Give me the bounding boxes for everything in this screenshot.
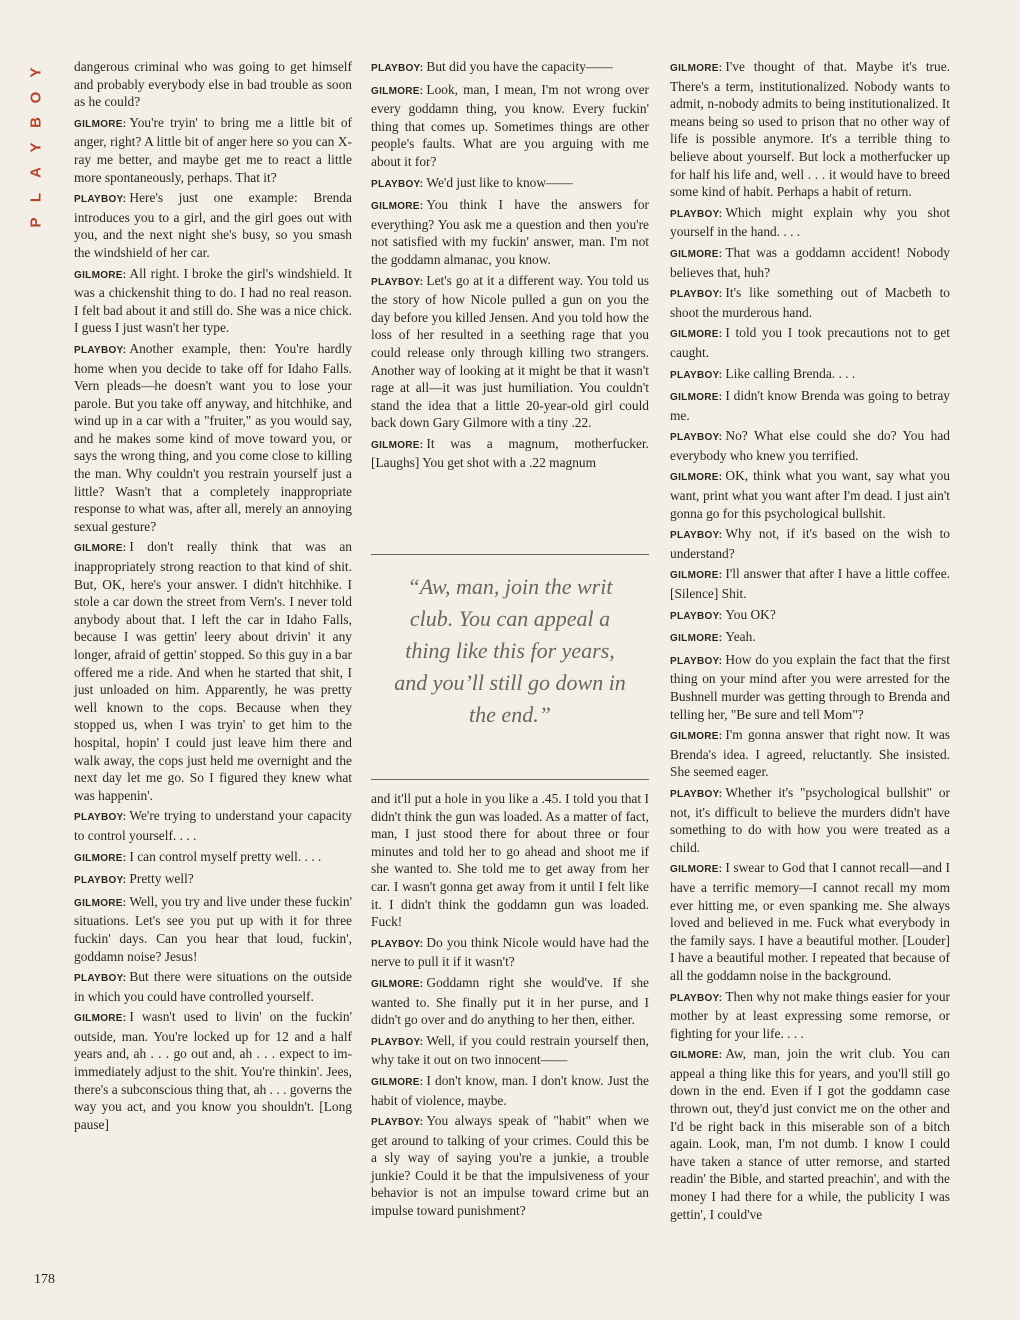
masthead-letter: Y bbox=[27, 67, 45, 78]
speaker-label: GILMORE: bbox=[371, 201, 424, 213]
interview-paragraph bbox=[74, 340, 352, 536]
paragraph-text: Well, if you could restrain yourself then, why take it out on two innocent—— bbox=[371, 1032, 649, 1068]
speaker-label: GILMORE: bbox=[74, 852, 127, 864]
interview-paragraph bbox=[670, 651, 950, 723]
interview-paragraph bbox=[670, 628, 950, 648]
interview-paragraph bbox=[371, 196, 649, 268]
interview-paragraph bbox=[670, 324, 950, 361]
speaker-label: GILMORE: bbox=[74, 269, 127, 281]
speaker-label: PLAYBOY: bbox=[371, 276, 424, 288]
paragraph-text: I told you I took precautions not to get caught. bbox=[670, 325, 950, 360]
speaker-label: GILMORE: bbox=[74, 897, 127, 909]
interview-paragraph bbox=[670, 988, 950, 1043]
paragraph-text: No? What else could she do? You had everybody who knew you terrified. bbox=[670, 428, 950, 463]
speaker-label: GILMORE: bbox=[74, 543, 127, 555]
speaker-label: GILMORE: bbox=[371, 978, 424, 990]
interview-paragraph bbox=[74, 870, 352, 890]
paragraph-text: and it'll put a hole in you like a .45. I told you that I didn't think the gun was loaded. As a matter of fact, man, I just stood there for about three or four minutes and told her to go ahead and shoot me if she wanted to. She told me to get away from her car. I wasn't gonna get away from it until I felt like it. I didn't think the goddamn gun was loaded. Fuck! bbox=[371, 791, 649, 930]
column-1 bbox=[74, 58, 352, 1136]
interview-paragraph bbox=[74, 848, 352, 868]
column-2-bottom bbox=[371, 790, 649, 1223]
paragraph-text: All right. I broke the girl's windshield. It was a chickenshit thing to do. I had no real reason. I felt bad about it and still do. She was a nice chick. I guess I just wasn't her type. bbox=[74, 265, 352, 336]
speaker-label: GILMORE: bbox=[670, 248, 723, 260]
interview-paragraph bbox=[670, 1045, 950, 1223]
masthead-letter: L bbox=[27, 192, 45, 203]
paragraph-text: I'll answer that after I have a little coffee. [Silence] Shit. bbox=[670, 566, 950, 602]
interview-paragraph bbox=[670, 467, 950, 522]
speaker-label: GILMORE: bbox=[74, 118, 127, 130]
masthead-letter: A bbox=[27, 167, 45, 178]
interview-paragraph bbox=[670, 427, 950, 464]
speaker-label: GILMORE: bbox=[670, 731, 723, 743]
speaker-label: PLAYBOY: bbox=[371, 1117, 424, 1129]
paragraph-text: That was a goddamn accident! Nobody believes that, huh? bbox=[670, 244, 950, 280]
paragraph-text: It was a magnum, motherfucker. [Laughs] You get shot with a .22 magnum bbox=[371, 435, 649, 471]
interview-paragraph bbox=[670, 244, 950, 281]
speaker-label: PLAYBOY: bbox=[74, 875, 127, 887]
paragraph-text: I've thought of that. Maybe it's true. There's a term, institutionalized. Nobody wants to admit, n-nobody admits to being institutionalized. It means being so used to prison that no other way of life is possible anymore. It's a terrible thing to believe about yourself. But lock a motherfucker up for half his life and, well . . . it would have to breed some kind of habit. Perhaps a habit of return. bbox=[670, 59, 950, 200]
paragraph-text: Then why not make things easier for your mother by at least expressing some remorse, or fighting for your life. . . . bbox=[670, 988, 950, 1041]
interview-paragraph bbox=[371, 974, 649, 1029]
paragraph-text: Why not, if it's based on the wish to understand? bbox=[670, 526, 950, 561]
interview-paragraph bbox=[670, 726, 950, 781]
interview-paragraph bbox=[74, 893, 352, 965]
paragraph-text: We're trying to understand your capacity to control yourself. . . . bbox=[74, 808, 352, 843]
paragraph-text: Aw, man, join the writ club. You can appeal a thing like this for years, and you'll still go down in the end. Even if I got the goddamn case thrown out, they'd just convict me on the other and I'd be right back in this miserable son of a bitch again. Look, man, I'm not dumb. I know I could have taken a stance of utter remorse, and started readin' the Bible, and started preachin', and with the money I had there for a while, the publicity I was gettin', I could've bbox=[670, 1046, 950, 1222]
paragraph-text: We'd just like to know—— bbox=[426, 174, 573, 190]
speaker-label: GILMORE: bbox=[371, 85, 424, 97]
speaker-label: PLAYBOY: bbox=[670, 289, 723, 301]
interview-paragraph bbox=[670, 387, 950, 424]
speaker-label: PLAYBOY: bbox=[74, 194, 127, 206]
speaker-label: GILMORE: bbox=[670, 472, 723, 484]
paragraph-text: You OK? bbox=[725, 606, 776, 622]
paragraph-text: Like calling Brenda. . . . bbox=[725, 365, 856, 381]
interview-paragraph bbox=[670, 565, 950, 602]
interview-paragraph bbox=[74, 58, 352, 111]
paragraph-text: Do you think Nicole would have had the nerve to pull it if it wasn't? bbox=[371, 934, 649, 970]
paragraph-text: But there were situations on the outside in which you could have controlled yourself. bbox=[74, 969, 352, 1004]
paragraph-text: Whether it's "psychological bullshit" or not, it's difficult to believe the murders didn't have something to do with how you were treated as a child. bbox=[670, 784, 950, 855]
paragraph-text: dangerous criminal who was going to get himself and probably everybody else in bad trouble as soon as he could? bbox=[74, 59, 352, 110]
interview-paragraph bbox=[371, 1112, 649, 1220]
speaker-label: PLAYBOY: bbox=[670, 530, 723, 542]
interview-paragraph bbox=[74, 968, 352, 1005]
page-number: 178 bbox=[34, 1272, 55, 1287]
masthead-letter: O bbox=[27, 91, 45, 104]
paragraph-text: You always speak of "habit" when we get around to talking of your crimes. Could this be a sly way of saying you're a junkie, a trouble junkie? Could it be that the impulsiveness of your behavior is not an impulse toward crime but an impulse toward punishment? bbox=[371, 1113, 649, 1219]
speaker-label: GILMORE: bbox=[670, 392, 723, 404]
paragraph-text: Well, you try and live under these fuckin' situations. Let's see you put up with it for three fuckin' days. Can you hear that loud, fuckin', goddamn noise? Jesus! bbox=[74, 893, 352, 964]
speaker-label: PLAYBOY: bbox=[670, 655, 723, 667]
interview-paragraph bbox=[670, 365, 950, 385]
speaker-label: PLAYBOY: bbox=[371, 1036, 424, 1048]
speaker-label: PLAYBOY: bbox=[371, 178, 424, 190]
paragraph-text: Look, man, I mean, I'm not wrong over every goddamn thing, you know. Every fuckin' thing that comes up. Sometimes things are other people's faults. What are you arguing with me about it for? bbox=[371, 81, 649, 169]
speaker-label: PLAYBOY: bbox=[74, 812, 127, 824]
paragraph-text: OK, think what you want, say what you want, print what you want after I'm dead. I just ain't gonna go for this psychological bullshit. bbox=[670, 468, 950, 521]
speaker-label: PLAYBOY: bbox=[670, 432, 723, 444]
paragraph-text: I didn't know Brenda was going to betray me. bbox=[670, 388, 950, 423]
interview-paragraph bbox=[74, 807, 352, 844]
speaker-label: GILMORE: bbox=[670, 633, 723, 645]
paragraph-text: Pretty well? bbox=[129, 871, 194, 887]
paragraph-text: But did you have the capacity—— bbox=[426, 59, 613, 74]
interview-paragraph bbox=[74, 114, 352, 186]
speaker-label: GILMORE: bbox=[670, 329, 723, 341]
paragraph-text: I can control myself pretty well. . . . bbox=[129, 848, 322, 864]
interview-paragraph bbox=[371, 1032, 649, 1069]
paragraph-text: Yeah. bbox=[725, 629, 756, 645]
masthead-letter: P bbox=[27, 217, 45, 228]
pull-quote: “Aw, man, join the writ club. You can appeal a thing like this for years, and you’ll still go down in the end.” bbox=[394, 574, 626, 727]
paragraph-text: How do you explain the fact that the first thing on your mind after you were arrested for the Bushnell murder was getting through to Brenda and telling her, "Be sure and tell Mom"? bbox=[670, 651, 950, 722]
speaker-label: PLAYBOY: bbox=[670, 208, 723, 220]
interview-paragraph bbox=[670, 784, 950, 856]
paragraph-text: I don't really think that was an inappropriately strong reaction to that kind of shit. But, OK, here's your answer. I didn't hitchhike. I stole a car down the street from Vern's. I never told anybody about that. I left the car in Idaho Falls, because I was gettin' leery about drivin' it any longer, afraid of gettin' stopped. So this guy in a bar offered me a ride. And when he started that shit, I just unloaded on him. Apparently, he was pretty well known to the cops. Because when they stopped us, when I was tryin' to get him to the hospital, hopin' I could just leave him there and walk away, the cops just held me overnight and the next day let me go. So I figured they knew what was happenin'. bbox=[74, 539, 352, 803]
speaker-label: PLAYBOY: bbox=[74, 344, 127, 356]
interview-paragraph bbox=[670, 204, 950, 241]
speaker-label: GILMORE: bbox=[371, 439, 424, 451]
masthead-vertical bbox=[24, 60, 48, 235]
speaker-label: GILMORE: bbox=[670, 570, 723, 582]
column-3 bbox=[670, 58, 950, 1226]
speaker-label: PLAYBOY: bbox=[670, 610, 723, 622]
speaker-label: PLAYBOY: bbox=[670, 369, 723, 381]
masthead-letter: B bbox=[27, 117, 45, 128]
speaker-label: GILMORE: bbox=[371, 1076, 424, 1088]
paragraph-text: Another example, then: You're hardly home when you decide to take off for Idaho Falls. Vern pleads—he doesn't want you to lose your parole. But you take off anyway, and hitchhike, and wind up in a car with a "fruiter," as you would say, and he makes some kind of move toward you, or says the wrong thing, and you come close to killing the man. Why couldn't you restrain yourself just a little? Wasn't that a completely inappropriate response to what was, after all, merely an annoying sexual gesture? bbox=[74, 340, 352, 534]
masthead-letter: Y bbox=[27, 142, 45, 153]
paragraph-text: You think I have the answers for everything? You ask me a question and then you're not satisfied with my fuckin' answer, man. I'm not the goddamn almanac, you know. bbox=[371, 197, 649, 267]
interview-paragraph bbox=[371, 1072, 649, 1109]
paragraph-text: I don't know, man. I don't know. Just the habit of violence, maybe. bbox=[371, 1072, 649, 1108]
column-2-top bbox=[371, 58, 649, 475]
pull-quote-box bbox=[371, 554, 649, 780]
interview-paragraph bbox=[670, 606, 950, 626]
paragraph-text: I swear to God that I cannot recall—and I have a terrific memory—I cannot recall my mom ever hitting me, or even spanking me. She always loved and believed in me. Fuck what everybody in the family says. I have a beautiful mother. [Louder] I have a beautiful mother. I repeated that because of all the goddamn noise in the background. bbox=[670, 860, 950, 983]
paragraph-text: Let's go at it a different way. You told us the story of how Nicole pulled a gun on you the day before you killed Jensen. And you told how the loss of her resulted in a seething rage that you could release only through killing two strangers. Another way of looking at it might be that it wasn't rage at all—it was just humiliation. You couldn't stand the idea that a little 20-year-old girl could back down Gary Gilmore with a tiny .22. bbox=[371, 272, 649, 431]
interview-paragraph bbox=[74, 265, 352, 337]
paragraph-text: I'm gonna answer that right now. It was Brenda's idea. I agreed, reluctantly. She insisted. She seemed eager. bbox=[670, 727, 950, 780]
interview-paragraph bbox=[371, 934, 649, 971]
speaker-label: GILMORE: bbox=[670, 63, 723, 74]
interview-paragraph bbox=[371, 272, 649, 432]
interview-paragraph bbox=[74, 1008, 352, 1133]
paragraph-text: You're tryin' to bring me a little bit of anger, right? A little bit of anger here so you can X-ray me better, and maybe get me to react a little more spontaneously, perhaps. That it? bbox=[74, 114, 352, 185]
interview-paragraph bbox=[371, 790, 649, 931]
interview-paragraph bbox=[670, 525, 950, 562]
speaker-label: GILMORE: bbox=[670, 864, 723, 876]
interview-paragraph bbox=[670, 284, 950, 321]
speaker-label: PLAYBOY: bbox=[371, 938, 424, 950]
interview-paragraph bbox=[670, 859, 950, 984]
interview-paragraph bbox=[74, 538, 352, 804]
speaker-label: PLAYBOY: bbox=[670, 992, 723, 1004]
interview-paragraph bbox=[74, 189, 352, 261]
speaker-label: PLAYBOY: bbox=[74, 973, 127, 985]
interview-paragraph bbox=[670, 58, 950, 201]
paragraph-text: Here's just one example: Brenda introduces you to a girl, and the girl goes out with you, and the next night she's busy, so you smash the windshield of her car. bbox=[74, 190, 352, 260]
paragraph-text: Which might explain why you shot yourself in the hand. . . . bbox=[670, 204, 950, 240]
speaker-label: PLAYBOY: bbox=[371, 63, 424, 74]
paragraph-text: Goddamn right she would've. If she wanted to. She finally put it in her purse, and I didn't go over and do anything to her then, either. bbox=[371, 974, 649, 1028]
speaker-label: GILMORE: bbox=[74, 1013, 127, 1025]
speaker-label: PLAYBOY: bbox=[670, 788, 723, 800]
interview-paragraph bbox=[371, 81, 649, 171]
interview-paragraph bbox=[371, 435, 649, 472]
interview-paragraph bbox=[371, 58, 649, 78]
paragraph-text: It's like something out of Macbeth to shoot the murderous hand. bbox=[670, 285, 950, 320]
paragraph-text: I wasn't used to livin' on the fuckin' outside, man. You're locked up for 12 and a half years and, ah . . . go out and, ah . . . expect to im-immediately adjust to the shit. You're thinkin'. Jees, there's a subconscious thing that, ah . . . governs the way you act, and you know you shouldn't. [Long pause] bbox=[74, 1009, 352, 1132]
speaker-label: GILMORE: bbox=[670, 1050, 723, 1062]
interview-paragraph bbox=[371, 174, 649, 194]
